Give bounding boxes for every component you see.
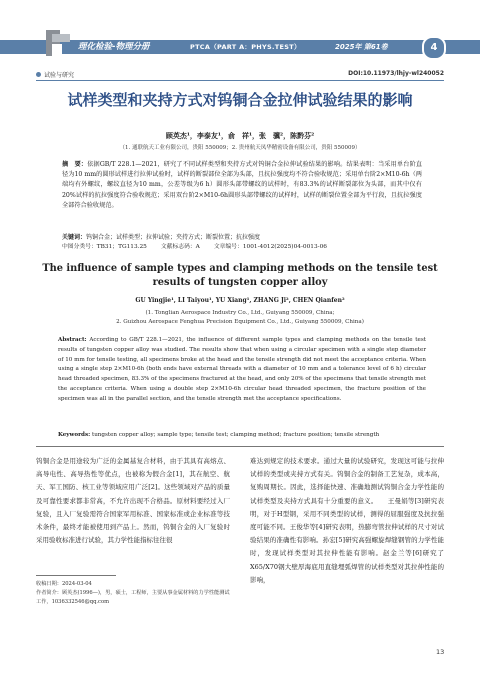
abstract-cn-label: 摘 要：	[62, 161, 88, 168]
bullet-icon	[36, 72, 41, 77]
abstract-en-text: According to GB/T 228.1—2021, the influence of different sample types and clamping methods on the tensile test results of tungsten copper alloy was studied. The results show that when using a circular specimen with a single step diameter of 10 mm for tensile testing, all specimens broke at the head and the tensile strength did not meet the acceptance criteria. When using a single step 2×M10-6h (both ends have external threads with a diameter of 10 mm and a tolerance level of 6 h) circular head threaded specimen, 83.3% of the specimens fractured at the head, and only 20% of the specimens that tensile strength met the acceptance criteria. When using a double step 2×M10-6h circular head threaded specimen, the fracture position of the specimen was all in the parallel section, and the tensile strength met the acceptance specifications.	[58, 337, 426, 402]
body-left-column: 钨铜合金是用途较为广泛的金属基复合材料，由于其具有高熔点、高导电性、高导热性等优点，也被称为假合金[1]，其在航空、航天、军工国防、核工业等领域应用广泛[2]。这些领域对产品的质量及可靠性要求都非常高，不允许出现不合格品。原材料要经过入厂复验，且入厂复验需符合国家军用标准、国家标准或企业标准等技术条件，最终才能被使用到产品上。然而，钨铜合金的入厂复验时采用验收标准进行试验，其力学性能指标往往很	[36, 457, 230, 545]
footnote-divider	[36, 575, 116, 576]
article-number: 文章编号：1001-4012(2025)04-0013-06	[213, 244, 327, 250]
doi: DOI:10.11973/lhjy-wl240052	[348, 70, 444, 77]
keywords-en	[58, 431, 426, 440]
divider	[36, 80, 444, 81]
keywords-en-text: tungsten copper alloy; sample type; tensile test; clamping method; fracture position; tensile strength	[91, 432, 380, 438]
abstract-cn	[62, 160, 422, 211]
clc-number: 中图分类号：TB31；TG113.25	[62, 244, 147, 250]
footnote-received: 收稿日期：2024-03-04	[36, 581, 92, 587]
divider	[36, 446, 444, 447]
issue-info: 2025年 第61卷	[335, 43, 388, 51]
title-cn: 试样类型和夹持方式对钨铜合金拉伸试验结果的影响	[67, 91, 413, 109]
footnote	[36, 580, 230, 607]
abstract-en	[58, 336, 426, 405]
keywords-en-label: Keywords:	[58, 432, 91, 438]
authors-en: GU Yingjie¹, LI Taiyou¹, YU Xiang¹, ZHANG Ji², CHEN Qianfen²	[135, 297, 345, 304]
keywords-cn-label: 关键词：	[62, 234, 87, 241]
section-tag	[36, 70, 74, 79]
journal-logo-icon	[44, 28, 72, 58]
affiliation-en-2: 2. Guizhou Aerospace Fenghua Precision Equipment Co., Ltd., Guiyang 550009, China)	[116, 319, 364, 325]
abstract-cn-text: 依据GB/T 228.1—2021，研究了不同试样类型和夹持方式对钨铜合金拉伸试验结果的影响。结果表明：当采用单台阶直径为10 mm的圆形试样进行拉伸试验时，试样的断裂部位全部为头部，且抗拉强度均不符合验收规范；采用单台阶2×M10-6h（两端均有外螺纹，螺纹直径为10 mm，公差等级为6 h）圆形头部带螺纹的试样时，有83.3%的试样断裂部位为头部，而其中仅有20%试样的抗拉强度符合验收规范；采用双台阶2×M10-6h圆形头部带螺纹的试样时，试样的断裂位置全部为平行段，且抗拉强度全部符合验收规范。	[62, 161, 422, 209]
affiliation-en	[36, 309, 444, 327]
footnote-author: 作者简介：顾英杰(1996—)，男，硕士，工程师，主要从事金属材料的力学性能测试工作，1036332546@qq.com	[36, 590, 230, 605]
document-code: 文献标志码：A	[160, 244, 200, 250]
affiliation-en-1: (1. Tonglian Aerospace Industry Co., Ltd., Guiyang 550009, China;	[145, 310, 335, 316]
affiliation-cn: （1. 通联航天工业有限公司，贵阳 550009；2. 贵州航天凤华精密设备有限公司，贵阳 550009）	[119, 145, 361, 151]
abstract-en-label: Abstract:	[58, 337, 87, 343]
journal-name-en: PTCA（PART A：PHYS.TEST）	[190, 43, 301, 51]
section-label: 试验与研究	[44, 72, 75, 79]
keywords-cn-text: 钨铜合金；试样类型；拉伸试验；夹持方式；断裂位置；抗拉强度	[86, 234, 261, 241]
classification-cn	[62, 243, 422, 252]
authors-cn: 顾英杰¹，李泰友¹，俞 祥¹，张 骥²，陈黔芬²	[165, 131, 315, 140]
journal-name: 理化检验-物理分册	[78, 42, 150, 52]
page-number: 13	[436, 648, 445, 656]
page-badge: 4	[422, 36, 446, 60]
title-en: The influence of sample types and clamping methods on the tensile test results of tungsten copper alloy	[42, 263, 438, 288]
keywords-cn	[62, 233, 422, 242]
body-right-column: 难达到规定的技术要求。通过大量的试验研究，发现这可能与拉伸试样的类型或夹持方式有关。钨铜合金的制备工艺复杂，成本高，复购周期长。因此，选择能快速、准确地测试钨铜合金力学性能的试样类型及夹持方式具有十分重要的意义。 王曼娟等[3]研究表明，对于H型钢，采用不同类型的试样，测得的屈服强度及抗拉强度可能不同。王俊华等[4]研究表明，热膨弯管拉伸试样的尺寸对试验结果的准确性有影响。孙宏[5]研究高强螺旋焊缝钢管的力学性能时，发现试样类型对其拉伸性能有影响。赵金兰等[6]研究了X65/X70钢大壁厚海底用直缝埋弧焊管的试样类型对其拉伸性能的影响，	[250, 457, 444, 584]
